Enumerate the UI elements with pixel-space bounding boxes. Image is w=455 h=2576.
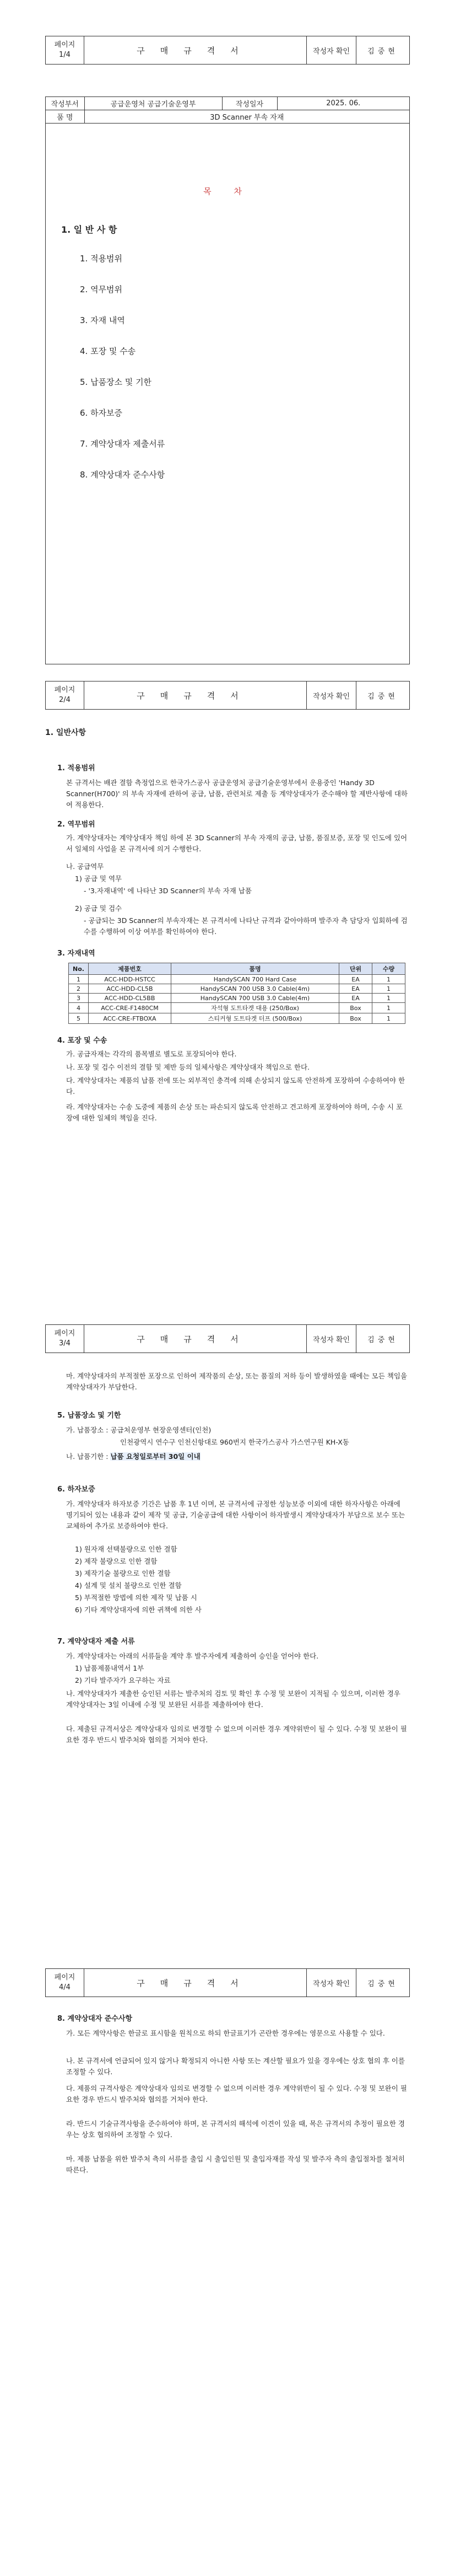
checker-name: 김중현 xyxy=(367,1979,398,1988)
date-label: 작성일자 xyxy=(222,97,277,110)
page-header xyxy=(45,1968,410,1997)
page-number-cell xyxy=(46,36,84,64)
info-table xyxy=(46,97,409,124)
paragraph: 나. 계약상대자가 제출한 승인된 서류는 발주처의 검토 및 확인 후 수정 및 보완이 지적될 수 있으며, 이러한 경우 계약상대자는 3일 이내에 수정 및 보완된 서류를 제출하여야 한다. xyxy=(66,1689,400,1709)
list-item: 1) 납품제품내역서 1부 xyxy=(75,1664,144,1672)
table-header: 제품번호 xyxy=(89,963,171,975)
subsection-heading: 6. 하자보증 xyxy=(57,1485,95,1494)
paragraph: 다. 제출된 규격서상은 계약상대자 임의로 변경할 수 없으며 이러한 경우 계약위반이 될 수 있다. 수정 및 보완이 필요한 경우 반드시 발주처와 협의를 거쳐야 한다. xyxy=(66,1725,407,1744)
toc-item: 2. 역무범위 xyxy=(80,285,123,294)
toc-item: 3. 자재 내역 xyxy=(80,315,125,325)
table-cell: 1 xyxy=(69,975,89,984)
page-header xyxy=(45,681,410,710)
table-cell: 1 xyxy=(372,1003,405,1013)
deadline-value: 납품 요청일로부터 30일 이내 xyxy=(110,1452,201,1461)
dept-label: 작성부서 xyxy=(46,97,84,110)
paragraph: - 공급되는 3D Scanner의 부속자재는 본 규격서에 나타난 규격과 같아야하며 발주자 측 담당자 입회하에 검수를 수행하여 이상 여부를 확인하여야 한다. xyxy=(84,916,408,936)
paragraph: 가. 모든 계약사항은 한글로 표시함을 원칙으로 하되 한글표기가 곤란한 경우에는 영문으로 사용할 수 있다. xyxy=(66,2029,385,2037)
toc-title: 목 차 xyxy=(203,186,252,196)
page-number: 2/4 xyxy=(59,696,71,704)
table-header: 수량 xyxy=(372,963,405,975)
checker-label: 작성자 확인 xyxy=(307,36,356,64)
page-header xyxy=(45,36,410,65)
table-cell: ACC-HDD-CL5B xyxy=(89,984,171,994)
subsection-heading: 7. 계약상대자 제출 서류 xyxy=(57,1638,135,1646)
paragraph: 본 규격서는 배관 결함 측정업으로 한국가스공사 공급운영처 공급기술운영부에서 운용중인 'Handy 3D Scanner(H700)' 의 부속 자재에 관하여 공급, 납품, 관련처로 제출 등 계약상대자가 준수해야 할 제반사항에 대하여 적용한다. xyxy=(66,779,408,809)
toc-item: 4. 포장 및 수송 xyxy=(80,346,136,356)
paragraph: 인천광역시 연수구 인천신항대로 960번지 한국가스공사 가스연구원 KH-X동 xyxy=(120,1438,349,1446)
page-label: 페이지 xyxy=(54,1329,75,1338)
table-cell: Box xyxy=(339,1013,372,1024)
section-heading: 1. 일반사항 xyxy=(45,728,86,737)
doc-title: 구매규격서 xyxy=(84,1969,307,1997)
table-cell: ACC-HDD-HSTCC xyxy=(89,975,171,984)
table-cell: 1 xyxy=(372,984,405,994)
paragraph: 라. 계약상대자는 수송 도중에 제품의 손상 또는 파손되지 않도록 안전하고 견고하게 포장하여야 하며, 수송 시 포장에 대한 일체의 책임을 진다. xyxy=(66,1103,403,1122)
item-label: 품 명 xyxy=(46,110,84,124)
page-label: 페이지 xyxy=(54,1973,75,1982)
toc-item: 7. 계약상대자 제출서류 xyxy=(80,439,165,449)
list-item: 5) 부적절한 방법에 의한 제작 및 납품 시 xyxy=(75,1593,197,1602)
table-cell: EA xyxy=(339,975,372,984)
paragraph: 라. 반드시 기술규격사항을 준수하여야 하며, 본 규격서의 해석에 이견이 있을 때, 목은 규격서의 추정이 필요한 경우는 상호 협의하여 조정할 수 있다. xyxy=(66,2119,405,2139)
table-cell: 자석형 도트타겟 대용 (250/Box) xyxy=(171,1003,339,1013)
paragraph: 가. 납품장소 : 공급처운영부 현장운영센터(인천) xyxy=(66,1426,212,1434)
page-number: 3/4 xyxy=(59,1339,71,1348)
table-cell: 2 xyxy=(69,984,89,994)
table-cell: ACC-CRE-FTBOXA xyxy=(89,1013,171,1024)
subsection-heading: 1. 적용범위 xyxy=(57,764,95,772)
table-header: No. xyxy=(69,963,89,975)
dept-value: 공급운영처 공급기술운영부 xyxy=(84,97,222,110)
page-header xyxy=(45,1324,410,1353)
page-number-cell xyxy=(46,681,84,709)
item-value: 3D Scanner 부속 자재 xyxy=(84,110,409,124)
table-cell: ACC-CRE-F1480CM xyxy=(89,1003,171,1013)
checker-label: 작성자 확인 xyxy=(307,1969,356,1997)
toc-item: 1. 적용범위 xyxy=(80,254,123,264)
paragraph: 나. 포장 및 검수 이전의 결함 및 제반 등의 일체사항은 계약상대자 책임으로 한다. xyxy=(66,1063,310,1071)
page-number-cell xyxy=(46,1969,84,1997)
table-cell: 5 xyxy=(69,1013,89,1024)
table-cell: 1 xyxy=(372,994,405,1003)
table-header: 품명 xyxy=(171,963,339,975)
page-number: 4/4 xyxy=(59,1983,71,1992)
table-cell: ACC-HDD-CL5BB xyxy=(89,994,171,1003)
table-cell: 1 xyxy=(372,1013,405,1024)
table-cell: EA xyxy=(339,994,372,1003)
paragraph: 나. 본 규격서에 언급되어 있지 않거나 확정되지 아니한 사항 또는 계산할 필요가 있을 경우에는 상호 협의 후 이를 조정할 수 있다. xyxy=(66,2057,405,2076)
deadline-label: 나. 납품기한 : xyxy=(66,1452,111,1461)
subsection-heading: 3. 자재내역 xyxy=(57,949,95,958)
table-cell: 3 xyxy=(69,994,89,1003)
subsection-heading: 4. 포장 및 수송 xyxy=(57,1037,107,1045)
checker-name: 김중현 xyxy=(367,692,398,701)
paragraph: 가. 계약상대자는 계약상대자 책임 하에 본 3D Scanner의 부속 자재의 공급, 납품, 품질보증, 포장 및 인도에 있어서 일체의 사업을 본 규격서에 의거 수행한다. xyxy=(66,834,408,853)
cover-frame xyxy=(45,96,410,664)
paragraph: 1) 공급 및 역무 xyxy=(75,874,122,883)
table-cell: 4 xyxy=(69,1003,89,1013)
paragraph: 마. 제품 납품을 위한 발주처 측의 서류를 출입 시 출입인원 및 출입자재를 작성 및 발주자 측의 출입절차를 철저히 따른다. xyxy=(66,2155,405,2174)
date-value: 2025. 06. xyxy=(277,97,409,110)
table-cell: Box xyxy=(339,1003,372,1013)
toc-heading: 1. 일 반 사 항 xyxy=(61,224,117,235)
paragraph: 마. 계약상대자의 부적절한 포장으로 인하여 제작품의 손상, 또는 품질의 저하 등이 발생하였을 때에는 모든 책임을 계약상대자가 부담한다. xyxy=(66,1372,408,1391)
checker-label: 작성자 확인 xyxy=(307,1325,356,1353)
page-number-cell xyxy=(46,1325,84,1353)
subsection-heading: 2. 역무범위 xyxy=(57,820,95,829)
paragraph: 나. 공급역무 xyxy=(66,862,104,871)
delivery-deadline xyxy=(66,1451,408,1462)
list-item: 1) 원자재 선택불량으로 인한 결함 xyxy=(75,1545,177,1553)
list-item: 6) 기타 계약상대자에 의한 귀책에 의한 사 xyxy=(75,1606,202,1614)
checker-name: 김중현 xyxy=(367,47,398,56)
table-header: 단위 xyxy=(339,963,372,975)
table-row xyxy=(69,975,405,984)
checker-name: 김중현 xyxy=(367,1335,398,1344)
doc-title: 구매규격서 xyxy=(84,681,307,709)
toc-item: 5. 납품장소 및 기한 xyxy=(80,377,152,387)
page-label: 페이지 xyxy=(54,686,75,694)
materials-table xyxy=(68,963,405,1024)
page-number: 1/4 xyxy=(59,51,71,59)
table-row xyxy=(69,1003,405,1013)
toc-item: 8. 계약상대자 준수사항 xyxy=(80,470,165,480)
paragraph: 가. 계약상대자는 아래의 서류들을 계약 후 발주자에게 제출하여 승인을 얻어야 한다. xyxy=(66,1652,319,1660)
toc-item: 6. 하자보증 xyxy=(80,408,123,418)
doc-title: 구매규격서 xyxy=(84,1325,307,1353)
subsection-heading: 5. 납품장소 및 기한 xyxy=(57,1412,121,1420)
table-cell: EA xyxy=(339,984,372,994)
paragraph: - '3.자재내역' 에 나타난 3D Scanner의 부속 자재 납품 xyxy=(84,887,252,895)
subsection-heading: 8. 계약상대자 준수사항 xyxy=(57,2015,133,2023)
table-row xyxy=(69,1013,405,1024)
list-item: 3) 제작기술 불량으로 인한 결함 xyxy=(75,1569,171,1577)
paragraph: 가. 계약상대자 하자보증 기간은 납품 후 1년 이며, 본 규격서에 규정한 성능보증 이외에 대한 하자사항은 아래에 명기되어 있는 내용과 같이 제작 및 공급, 기술공급에 대한 사항이어 하자발생시 계약상대자가 부담으로 보수 또는 교체하여 추가로 보증하여야 한다. xyxy=(66,1500,405,1530)
list-item: 2) 기타 발주자가 요구하는 자료 xyxy=(75,1676,171,1684)
paragraph: 다. 계약상대자는 제품의 납품 전에 또는 외부적인 충격에 의해 손상되지 않도록 안전하게 포장하여 수송하여야 한다. xyxy=(66,1076,405,1096)
list-item: 4) 설계 및 설치 불량으로 인한 결함 xyxy=(75,1581,182,1590)
paragraph: 2) 공급 및 검수 xyxy=(75,904,122,913)
doc-title: 구매규격서 xyxy=(84,36,307,64)
checker-label: 작성자 확인 xyxy=(307,681,356,709)
paragraph: 가. 공급자재는 각각의 품목별로 별도로 포장되어야 한다. xyxy=(66,1050,237,1058)
table-row xyxy=(69,984,405,994)
table-cell: 스티커형 도트타겟 터프 (500/Box) xyxy=(171,1013,339,1024)
list-item: 2) 제작 불량으로 인한 결함 xyxy=(75,1557,158,1565)
table-cell: HandySCAN 700 USB 3.0 Cable(4m) xyxy=(171,994,339,1003)
table-cell: HandySCAN 700 Hard Case xyxy=(171,975,339,984)
table-cell: HandySCAN 700 USB 3.0 Cable(4m) xyxy=(171,984,339,994)
table-row xyxy=(69,994,405,1003)
table-cell: 1 xyxy=(372,975,405,984)
paragraph: 다. 제품의 규격사항은 계약상대자 임의로 변경할 수 없으며 이러한 경우 계약위반이 될 수 있다. 수정 및 보완이 필요한 경우 반드시 발주처와 협의를 거쳐야 한다. xyxy=(66,2084,407,2103)
page-label: 페이지 xyxy=(54,41,75,49)
